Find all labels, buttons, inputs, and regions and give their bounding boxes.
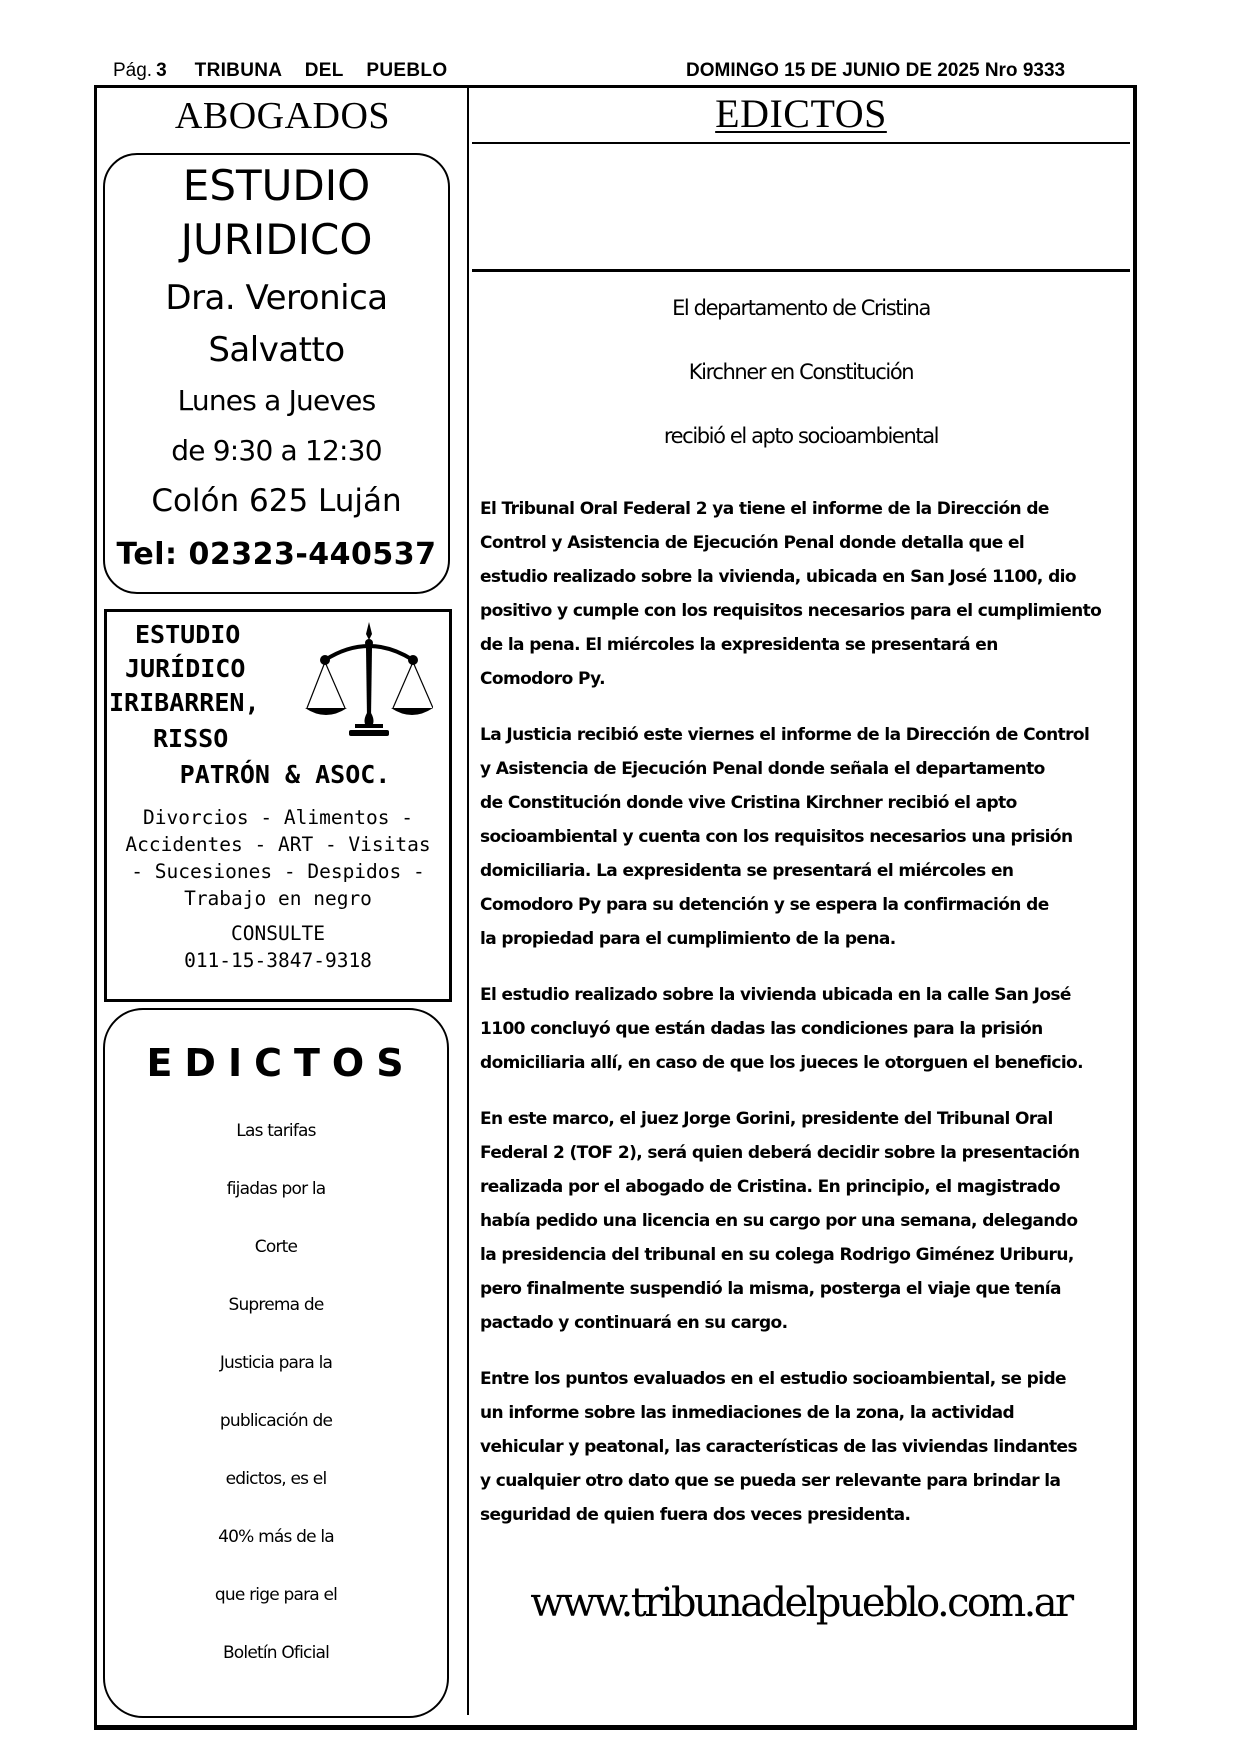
ad-title: EDICTOS — [146, 1041, 416, 1085]
paragraph-line: Comodoro Py. — [480, 669, 605, 689]
paragraph-line: vehicular y peatonal, las características de las viviendas lindantes — [480, 1437, 1077, 1457]
ad-body-line: Boletín Oficial — [222, 1643, 330, 1663]
article-paragraph — [472, 718, 1130, 956]
edicto-line — [480, 233, 1122, 260]
headline-line: Kirchner en Constitución — [688, 360, 914, 384]
paragraph-line: La Justicia recibió este viernes el informe de la Dirección de Control — [480, 725, 1090, 745]
paragraph-line: positivo y cumple con los requisitos necesarios para el cumplimiento — [480, 601, 1102, 621]
paper-name: TRIBUNA DEL PUEBLO — [194, 60, 448, 81]
ad-heading-line: IRIBARREN, — [109, 688, 260, 717]
ad-body-line: publicación de — [219, 1411, 333, 1431]
ad-services-line: Divorcios - Alimentos - — [142, 806, 414, 829]
paragraph-line: El estudio realizado sobre la vivienda ubicada en la calle San José — [480, 985, 1071, 1005]
paragraph-line: El Tribunal Oral Federal 2 ya tiene el informe de la Dirección de — [480, 499, 1049, 519]
ad-body-line: 40% más de la — [218, 1527, 334, 1547]
paragraph-line: había pedido una licencia en su cargo por una semana, delegando — [480, 1211, 1078, 1231]
paragraph-line: Federal 2 (TOF 2), será quien deberá decidir sobre la presentación — [480, 1143, 1080, 1163]
paragraph-line: domiciliaria. La expresidenta se presentará el miércoles en — [480, 861, 1014, 881]
ad-body — [105, 1102, 447, 1682]
paragraph-line: pero finalmente suspendió la misma, posterga el viaje que tenía — [480, 1279, 1061, 1299]
ad-services-line: Trabajo en negro — [184, 887, 372, 910]
section-title-abogados: ABOGADOS — [174, 95, 391, 137]
page-label: Pág. — [113, 60, 153, 81]
page-number: 3 — [156, 60, 167, 81]
ad-services-line: - Sucesiones - Despidos - — [131, 860, 425, 883]
ad-heading-line: JURÍDICO — [125, 654, 246, 683]
ad-body-line: edictos, es el — [225, 1469, 327, 1489]
ad-services-line: Accidentes - ART - Visitas — [125, 833, 431, 856]
headline-line: recibió el apto socioambiental — [663, 424, 939, 448]
edicto-line — [480, 152, 1122, 179]
paragraph-line: Control y Asistencia de Ejecución Penal donde detalla que el — [480, 533, 1025, 553]
edicto-text — [480, 152, 1122, 260]
ad-edictos-tarifas — [103, 1008, 449, 1718]
ad-cta: CONSULTE — [231, 922, 325, 945]
ad-heading-line: RISSO — [153, 724, 229, 753]
paragraph-line: de la pena. El miércoles la expresidenta se presentará en — [480, 635, 998, 655]
paragraph-line: domiciliaria allí, en caso de que los jueces le otorguen el beneficio. — [480, 1053, 1083, 1073]
ad-line: ESTUDIO — [182, 161, 371, 210]
issue-date: DOMINGO 15 DE JUNIO DE 2025 Nro 9333 — [686, 60, 1066, 81]
ad-body-line: Justicia para la — [219, 1353, 333, 1373]
ad-phone: Tel: 02323-440537 — [116, 537, 437, 572]
ad-body-line: Las tarifas — [236, 1121, 316, 1141]
ad-line: Lunes a Jueves — [177, 384, 376, 417]
scales-of-justice-icon — [305, 620, 433, 740]
article-paragraph — [472, 492, 1130, 696]
section-title-edictos — [472, 88, 1130, 144]
section-title-text: EDICTOS — [715, 91, 887, 136]
ad-address: Colón 625 Luján — [151, 483, 402, 519]
paragraph-line: socioambiental y cuenta con los requisitos necesarios una prisión — [480, 827, 1073, 847]
website-url[interactable]: www.tribunadelpueblo.com.ar — [530, 1580, 1072, 1626]
column-divider — [467, 88, 469, 1715]
ad-phone: 011-15-3847-9318 — [184, 949, 372, 972]
ad-line: JURIDICO — [180, 215, 373, 264]
ad-body-line: Corte — [254, 1237, 298, 1257]
ad-line: de 9:30 a 12:30 — [171, 434, 382, 467]
paragraph-line: la presidencia del tribunal en su colega Rodrigo Giménez Uriburu, — [480, 1245, 1074, 1265]
paragraph-line: estudio realizado sobre la vivienda, ubicada en San José 1100, dio — [480, 567, 1076, 587]
edicto-line — [480, 179, 1122, 206]
masthead-left — [113, 60, 447, 82]
ad-line: Salvatto — [208, 330, 345, 370]
paragraph-line: la propiedad para el cumplimiento de la pena. — [480, 929, 896, 949]
paragraph-line: de Constitución donde vive Cristina Kirchner recibió el apto — [480, 793, 1017, 813]
ad-iribarren-risso-patron — [104, 609, 452, 1002]
edicto-notice — [472, 144, 1130, 272]
ad-body-line: fijadas por la — [226, 1179, 326, 1199]
paragraph-line: 1100 concluyó que están dadas las condiciones para la prisión — [480, 1019, 1043, 1039]
article-body — [472, 492, 1130, 1554]
ad-heading-line: PATRÓN & ASOC. — [179, 760, 391, 789]
paragraph-line: realizada por el abogado de Cristina. En principio, el magistrado — [480, 1177, 1060, 1197]
ad-estudio-juridico-salvatto — [103, 153, 450, 594]
paragraph-line: y Asistencia de Ejecución Penal donde señala el departamento — [480, 759, 1045, 779]
ad-body-line: que rige para el — [214, 1585, 338, 1605]
paragraph-line: pactado y continuará en su cargo. — [480, 1313, 788, 1333]
article-headline — [472, 276, 1130, 468]
paragraph-line: En este marco, el juez Jorge Gorini, presidente del Tribunal Oral — [480, 1109, 1053, 1129]
ad-heading-line: ESTUDIO — [135, 620, 241, 649]
paragraph-line: Comodoro Py para su detención y se espera la confirmación de — [480, 895, 1049, 915]
paragraph-line: Entre los puntos evaluados en el estudio socioambiental, se pide — [480, 1369, 1066, 1389]
ad-line: Dra. Veronica — [165, 278, 388, 318]
headline-line: El departamento de Cristina — [672, 296, 930, 320]
paragraph-line: un informe sobre las inmediaciones de la zona, la actividad — [480, 1403, 1015, 1423]
edicto-line — [480, 206, 1122, 233]
ad-body-line: Suprema de — [228, 1295, 324, 1315]
paragraph-line: y cualquier otro dato que se pueda ser relevante para brindar la — [480, 1471, 1061, 1491]
article-paragraph — [472, 978, 1130, 1080]
paragraph-line: seguridad de quien fuera dos veces presidenta. — [480, 1505, 911, 1525]
article-paragraph — [472, 1362, 1130, 1532]
article-paragraph — [472, 1102, 1130, 1340]
